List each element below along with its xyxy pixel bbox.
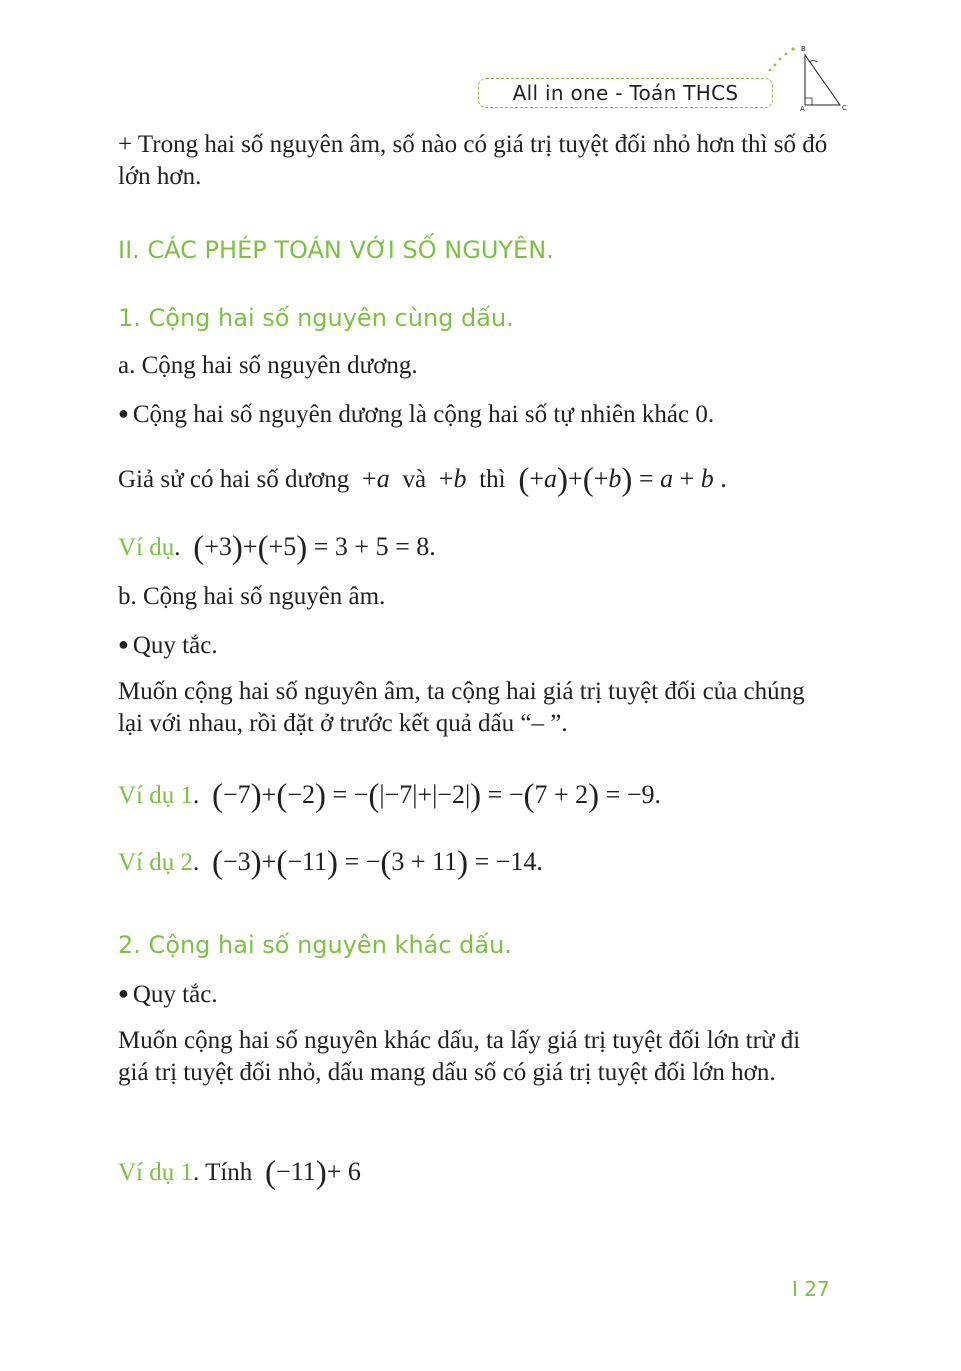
sub1a-bullet: [118, 397, 830, 431]
example2-line: Ví dụ 2. (−3)+(−11) = −(3 + 11) = −14.: [118, 845, 543, 881]
page-number-value: 27: [804, 1277, 830, 1301]
assume-text: Giả sử có hai số dương: [118, 466, 350, 493]
vertex-b-label: B: [801, 45, 806, 53]
example2-formula: (−3)+(−11) = −(3 + 11) = −14.: [212, 845, 543, 881]
example-formula: (+3)+(+5) = 3 + 5 = 8.: [193, 530, 436, 566]
bullet-icon: ●: [118, 983, 129, 1003]
assumption-line: Giả sử có hai số dương +a và +b thì (+a)+(+b) = a + b .: [118, 462, 727, 498]
book-title-badge: All in one - Toán THCS: [478, 78, 773, 108]
section-heading: II. CÁC PHÉP TOÁN VỚI SỐ NGUYÊN.: [118, 236, 554, 264]
bullet-text: Cộng hai số nguyên dương là cộng hai số tự nhiên khác 0.: [132, 401, 715, 428]
sub1b-heading: b. Cộng hai số nguyên âm.: [118, 583, 386, 610]
rule-paragraph-1: Muốn cộng hai số nguyên âm, ta cộng hai giá trị tuyệt đối của chúng lại với nhau, rồi đặt ở trước kết quả dấu “– ”.: [118, 678, 805, 737]
rule-label: Quy tắc.: [132, 981, 218, 1008]
subsection-2-heading: 2. Cộng hai số nguyên khác dấu.: [118, 931, 512, 959]
example1-formula: (−7)+(−2) = −(|−7|+|−2|) = −(7 + 2) = −9.: [212, 778, 661, 814]
rule-bullet-1: [118, 628, 830, 662]
page-number-divider: I: [792, 1277, 805, 1301]
vertex-a-label: A: [800, 105, 805, 113]
example1-label: Ví dụ 1: [118, 1159, 193, 1186]
then-word: thì: [479, 466, 506, 493]
rule-bullet-2: [118, 977, 830, 1011]
example2-label: Ví dụ 2: [118, 849, 193, 876]
example1-label: Ví dụ 1: [118, 782, 193, 809]
example-label: Ví dụ: [118, 534, 175, 561]
bullet-icon: ●: [118, 634, 129, 654]
bullet-icon: ●: [118, 403, 129, 423]
example-line: Ví dụ. (+3)+(+5) = 3 + 5 = 8.: [118, 530, 436, 566]
example-compute-line: Ví dụ 1. Tính (−11)+ 6: [118, 1155, 361, 1191]
vertex-c-label: C: [842, 104, 847, 112]
formula-sum: (+a)+(+b) = a + b .: [518, 462, 727, 498]
example1-line: Ví dụ 1. (−7)+(−2) = −(|−7|+|−2|) = −(7 + 2) = −9.: [118, 778, 661, 814]
compute-formula: (−11)+ 6: [265, 1155, 361, 1191]
page-number: [792, 1277, 830, 1301]
and-word: và: [402, 466, 427, 493]
subsection-1-heading: 1. Cộng hai số nguyên cùng dấu.: [118, 304, 514, 332]
rule-label: Quy tắc.: [132, 632, 218, 659]
triangle-icon: [765, 40, 855, 115]
rule-paragraph-2: Muốn cộng hai số nguyên khác dấu, ta lấy giá trị tuyệt đối lớn trừ đi giá trị tuyệt đối nhỏ, dấu mang dấu số có giá trị tuyệt đối lớn hơn.: [118, 1027, 801, 1086]
compute-word: Tính: [205, 1159, 253, 1186]
intro-paragraph: + Trong hai số nguyên âm, số nào có giá trị tuyệt đối nhỏ hơn thì số đó lớn hơn.: [118, 131, 828, 190]
sub1a-heading: a. Cộng hai số nguyên dương.: [118, 352, 418, 379]
